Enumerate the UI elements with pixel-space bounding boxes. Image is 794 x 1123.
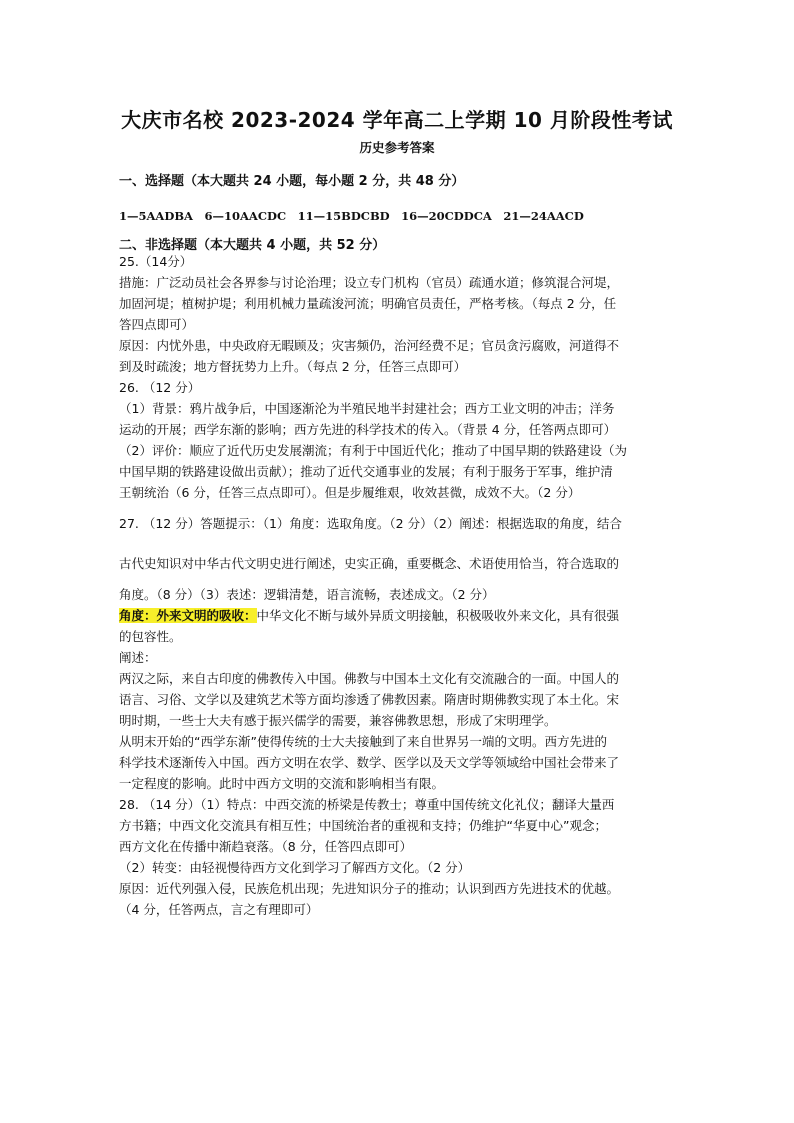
answer-line: 措施：广泛动员社会各界参与讨论治理；设立专门机构（官员）疏通水道；修筑混合河堤， [119,275,620,290]
answer-line: （1）背景：鸦片战争后，中国逐渐沦为半殖民地半封建社会；西方工业文明的冲击；洋务 [119,401,615,416]
answer-line: 运动的开展；西学东渐的影响；西方先进的科学技术的传入。（背景 4 分，任答两点即可） [119,422,617,437]
answer-line: 王朝统治（6 分，任答三点点即可）。但是步履维艰，收效甚微，成效不大。（2 分） [119,485,581,500]
answer-line: 阐述： [119,650,157,665]
answer-line: 加固河堤；植树护堤；利用机械力量疏浚河流；明确官员责任，严格考核。（每点 2 分，任 [119,296,617,311]
document-title: 大庆市名校 2023-2024 学年高二上学期 10 月阶段性考试 [121,108,673,132]
highlight-line-text: 中华文化不断与域外异质文明接触，积极吸收外来文化，具有很强 [256,608,620,623]
choice-answers: 1—5AADBA 6—10AACDC 11—15BDCBD 16—20CDDCA 21—24AACD [119,209,584,223]
answer-line: 语言、习俗、文学以及建筑艺术等方面均渗透了佛教因素。隋唐时期佛教实现了本土化。宋 [119,692,620,707]
highlighted-angle-label: 角度：外来文明的吸收： [119,608,257,623]
answer-line: 27. （12 分）答题提示：（1）角度：选取角度。（2 分）（2）阐述：根据选取的角度，结合 [119,516,622,531]
answer-line: （2）转变：由轻视慢待西方文化到学习了解西方文化。（2 分） [119,860,471,875]
answer-line: 的包容性。 [119,629,182,644]
section1-heading: 一、选择题（本大题共 24 小题，每小题 2 分，共 48 分） [119,174,465,189]
answer-line: 明时期，一些士大夫有感于振兴儒学的需要，兼容佛教思想，形成了宋明理学。 [119,713,557,728]
answer-line: 原因：内忧外患，中央政府无暇顾及；灾害频仍，治河经费不足；官员贪污腐败，河道得不 [119,338,620,353]
answer-line: （2）评价：顺应了近代历史发展潮流；有利于中国近代化；推动了中国早期的铁路建设（为 [119,443,627,458]
answer-line: 从明末开始的“西学东渐”使得传统的士大夫接触到了来自世界另一端的文明。西方先进的 [119,734,607,749]
answer-line: 25.（14分） [119,254,193,269]
answer-line: 西方文化在传播中渐趋衰落。（8 分，任答四点即可） [119,839,413,854]
answer-line: 角度。（8 分）（3）表述：逻辑清楚，语言流畅，表述成文。（2 分） [119,587,495,602]
highlight-line [119,607,619,625]
answer-line: （4 分，任答两点，言之有理即可） [119,902,319,917]
answer-line: 方书籍；中西文化交流具有相互性；中国统治者的重视和支持；仍维护“华夏中心”观念； [119,818,607,833]
answer-line: 一定程度的影响。此时中西方文明的交流和影响相当有限。 [119,776,445,791]
answer-line: 古代史知识对中华古代文明史进行阐述，史实正确，重要概念、术语使用恰当，符合选取的 [119,556,620,571]
answer-line: 科学技术逐渐传入中国。西方文明在农学、数学、医学以及天文学等领域给中国社会带来了 [119,755,620,770]
answer-line: 原因：近代列强入侵，民族危机出现；先进知识分子的推动；认识到西方先进技术的优越。 [119,881,620,896]
answer-line: 28. （14 分）（1）特点：中西交流的桥梁是传教士；尊重中国传统文化礼仪；翻译大量西 [119,797,615,812]
document-subtitle: 历史参考答案 [359,140,435,155]
answer-line: 答四点即可） [119,317,195,332]
section2-heading: 二、非选择题（本大题共 4 小题，共 52 分） [119,238,386,253]
answer-line: 两汉之际，来自古印度的佛教传入中国。佛教与中国本土文化有交流融合的一面。中国人的 [119,671,620,686]
answer-line: 到及时疏浚；地方督抚势力上升。（每点 2 分，任答三点即可） [119,359,467,374]
answer-line: 中国早期的铁路建设做出贡献）；推动了近代交通事业的发展；有利于服务于军事，维护清 [119,464,613,479]
answer-line: 26. （12 分） [119,380,201,395]
